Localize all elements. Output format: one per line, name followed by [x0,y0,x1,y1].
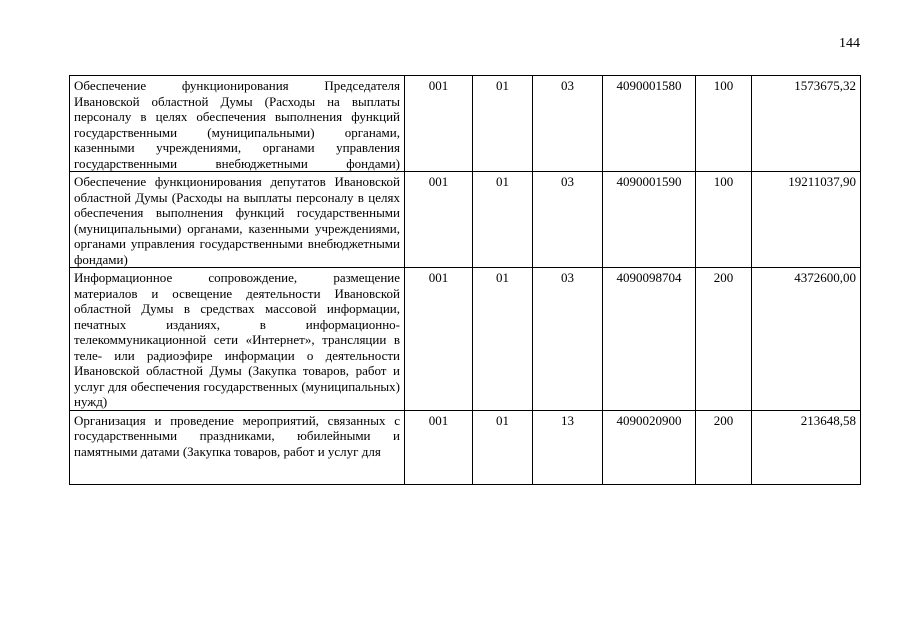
ministry-code: 001 [405,268,473,411]
table-row [70,268,861,411]
subsection-code: 03 [533,172,603,268]
expense-type-code: 200 [696,268,752,411]
subsection-code: 03 [533,268,603,411]
budget-table [69,75,861,485]
target-article-code: 4090001590 [603,172,696,268]
table-row [70,76,861,172]
section-code: 01 [473,410,533,484]
target-article-code: 4090098704 [603,268,696,411]
expense-type-code: 200 [696,410,752,484]
ministry-code: 001 [405,410,473,484]
target-article-code: 4090020900 [603,410,696,484]
page-number: 144 [839,36,860,51]
section-code: 01 [473,172,533,268]
amount: 4372600,00 [752,268,861,411]
expense-type-code: 100 [696,76,752,172]
expense-type-code: 100 [696,172,752,268]
ministry-code: 001 [405,76,473,172]
target-article-code: 4090001580 [603,76,696,172]
subsection-code: 13 [533,410,603,484]
table-row [70,410,861,484]
section-code: 01 [473,268,533,411]
row-description: Обеспечение функционирования Председателя Ивановской областной Думы (Расходы на выплаты персоналу в целях обеспечения выполнения функций государственными (муниципальными) органами, казенными учреждениями, органами управления государственными внебюджетными фондами) [70,76,405,172]
row-description: Организация и проведение мероприятий, связанных с государственными праздниками, юбилейными и памятными датами (Закупка товаров, работ и услуг для [74,412,400,459]
section-code: 01 [473,76,533,172]
amount: 213648,58 [752,410,861,484]
row-description-cell [70,410,405,484]
amount: 19211037,90 [752,172,861,268]
ministry-code: 001 [405,172,473,268]
subsection-code: 03 [533,76,603,172]
row-description: Обеспечение функционирования депутатов Ивановской областной Думы (Расходы на выплаты персоналу в целях обеспечения выполнения функций государственными (муниципальными) органами, казенными учреждениями, органами управления государственными внебюджетными фондами) [70,172,405,268]
row-description: Информационное сопровождение, размещение материалов и освещение деятельности Ивановской областной Думы в средствах массовой информации, печатных изданиях, в информационно-телекоммуникационной сети «Интернет», трансляции в теле- или радиоэфире информации о деятельности Ивановской областной Думы (Закупка товаров, работ и услуг для обеспечения государственных (муниципальных) нужд) [70,268,405,411]
table-row [70,172,861,268]
amount: 1573675,32 [752,76,861,172]
